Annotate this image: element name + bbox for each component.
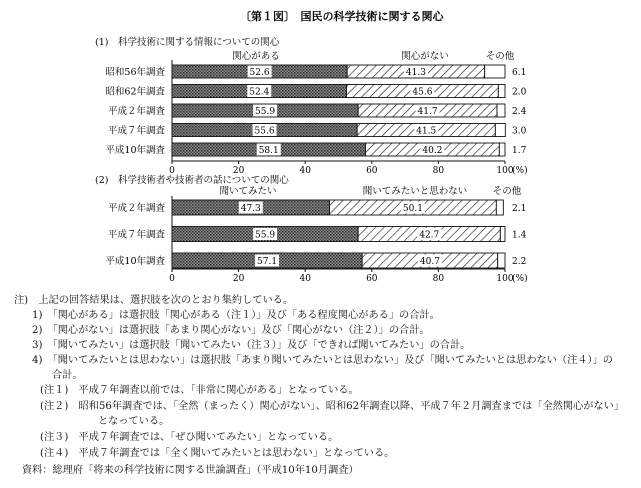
- category-label: 平成７年調査: [107, 125, 165, 137]
- other-label: 1.7: [512, 146, 527, 156]
- subnote: (注３) 平成７年調査では、「ぜひ聞いてみたい」となっている。: [40, 432, 339, 443]
- x-unit-label: (%): [512, 166, 528, 176]
- series-label: 関心がある: [232, 51, 280, 62]
- x-tick-label: 0: [169, 166, 175, 176]
- note-item: 2) 「関心がない」は選択肢「あまり関心がない」及び「関心がない（注２）」の合計。: [32, 325, 430, 336]
- other-label: 6.1: [512, 68, 527, 78]
- source-note: 資料：総理府「将来の科学技術に関する世論調査」（平成10年10月調査）: [22, 465, 359, 476]
- other-label: 1.4: [512, 230, 527, 241]
- bar-segment: [496, 200, 503, 215]
- data-label: 50.1: [402, 204, 423, 214]
- bar-segment: [485, 65, 505, 78]
- subnote: (注２) 昭和56年調査では、「全然（まったく）関心がない」、昭和62年調査以降、平成７年２月調査までは「全然関心がない」: [40, 401, 624, 412]
- bar-segment: [499, 143, 505, 156]
- subnote: (注４) 平成７年調査では「全く聞いてみたいとは思わない」となっている。: [40, 448, 395, 459]
- data-label: 41.5: [416, 126, 437, 137]
- note-item: 3) 「聞いてみたい」は選択肢「聞いてみたい（注３）」及び「できれば聞いてみたい」の合計。: [32, 340, 471, 351]
- x-tick-label: 100: [496, 274, 514, 284]
- data-label: 52.6: [249, 68, 270, 78]
- x-tick-label: 60: [366, 166, 378, 176]
- note-item: 4) 「聞いてみたいとは思わない」は選択肢「あまり聞いてみたいとは思わない」及び「聞いてみたいとは思わない（注４）」の: [32, 355, 613, 366]
- x-tick-label: 20: [232, 274, 245, 284]
- x-tick-label: 20: [232, 166, 245, 176]
- note-item-cont: 合計。: [52, 370, 83, 381]
- other-label: 2.1: [512, 204, 527, 214]
- bar-segment: [500, 227, 505, 242]
- data-label: 47.3: [240, 204, 261, 214]
- data-label: 45.6: [412, 87, 433, 98]
- x-tick-label: 80: [432, 166, 445, 176]
- subnote: (注１) 平成７年調査以前では、「非常に関心がある」となっている。: [40, 385, 359, 396]
- chart-title: (2) 科学技術者や技術者の話についての関心: [95, 175, 289, 186]
- series-label: 関心がない: [401, 51, 449, 62]
- data-label: 40.7: [419, 257, 440, 267]
- data-label: 55.6: [254, 126, 275, 137]
- x-tick-label: 60: [366, 274, 378, 284]
- other-label: 3.0: [512, 126, 527, 137]
- data-label: 40.2: [422, 146, 443, 156]
- category-label: 平成７年調査: [107, 229, 165, 241]
- category-label: 昭和56年調査: [105, 67, 165, 78]
- figure-title: 〔第１図〕 国民の科学技術に関する関心: [240, 10, 444, 23]
- series-label: 聞いてみたい: [219, 186, 277, 197]
- data-label: 55.9: [255, 230, 276, 241]
- other-label: 2.4: [512, 107, 527, 117]
- bar-segment: [498, 253, 505, 268]
- other-label: 2.2: [512, 257, 527, 267]
- x-tick-label: 80: [432, 274, 445, 284]
- notes-heading: 注) 上記の回答結果は、選択肢を次のとおり集約している。: [14, 295, 294, 306]
- data-label: 55.9: [255, 107, 276, 117]
- series-label: その他: [492, 186, 522, 197]
- category-label: 平成２年調査: [107, 106, 165, 117]
- category-label: 平成２年調査: [107, 203, 165, 214]
- other-label: 2.0: [512, 87, 527, 98]
- x-unit-label: (%): [512, 274, 528, 284]
- data-label: 52.4: [249, 87, 270, 98]
- x-tick-label: 40: [299, 166, 311, 176]
- series-label: その他: [485, 51, 515, 62]
- bar-segment: [498, 85, 505, 98]
- x-tick-label: 40: [299, 274, 311, 284]
- data-label: 58.1: [258, 146, 279, 156]
- note-item: 1) 「関心がある」は選択肢「関心がある（注１）」及び「ある程度関心がある」の合計。: [32, 310, 440, 321]
- bar-segment: [495, 124, 505, 137]
- x-tick-label: 100: [496, 166, 514, 176]
- category-label: 平成10年調査: [105, 256, 165, 267]
- category-label: 平成10年調査: [105, 145, 165, 156]
- data-label: 42.7: [419, 230, 440, 241]
- chart-title: (1) 科学技術に関する情報についての関心: [95, 37, 280, 48]
- data-label: 41.3: [405, 68, 426, 78]
- subnote-cont: となっている。: [98, 416, 170, 427]
- series-label: 聞いてみたいと思わない: [362, 186, 468, 197]
- x-tick-label: 0: [169, 274, 175, 284]
- bar-segment: [497, 104, 505, 117]
- chart-1: [95, 36, 528, 176]
- chart-2: [95, 174, 528, 284]
- category-label: 昭和62年調査: [105, 86, 165, 98]
- data-label: 41.7: [417, 107, 438, 117]
- data-label: 57.1: [257, 257, 278, 267]
